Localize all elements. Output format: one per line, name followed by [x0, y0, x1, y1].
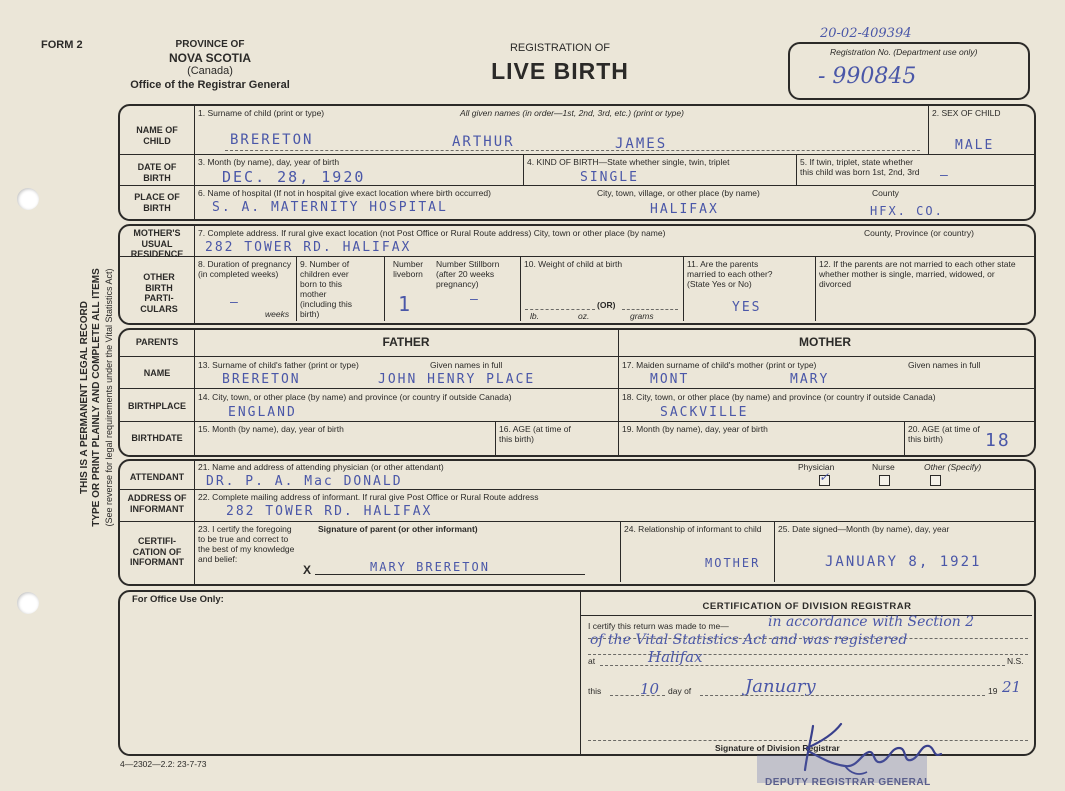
child-sex: MALE — [955, 138, 995, 153]
weight-or: (OR) — [597, 300, 616, 310]
pregnancy-duration: — — [230, 295, 240, 310]
place-of-birth-label: PLACE OF BIRTH — [134, 192, 180, 213]
registration-year: 21 — [1002, 678, 1022, 696]
registrar-signature-label: Signature of Division Registrar — [715, 743, 840, 753]
field-19-label: 19. Month (by name), day, year of birth — [622, 424, 768, 434]
field-9-label: 9. Number of children ever born to this mother (including this birth) — [300, 259, 352, 319]
kind-of-birth: SINGLE — [580, 170, 639, 185]
mother-maiden-surname: MONT — [650, 372, 690, 387]
certify-text: I certify this return was made to me— — [588, 621, 729, 631]
informant-address: 282 TOWER RD. HALIFAX — [226, 504, 433, 519]
deputy-registrar-stamp-text: DEPUTY REGISTRAR GENERAL — [765, 777, 931, 788]
informant-signature: MARY BRERETON — [370, 560, 490, 574]
this-label: this — [588, 686, 602, 696]
certification-of-informant-label: CERTIFI-CATION OF INFORMANT — [130, 536, 184, 567]
field-1b-label: All given names (in order—1st, 2nd, 3rd, etc.) (print or type) — [460, 108, 684, 118]
field-18-label: 18. City, town, or other place (by name) and province (or country if outside Canada) — [622, 392, 936, 402]
date-of-birth-label: DATE OF BIRTH — [137, 162, 177, 183]
name-of-child-label: NAME OF CHILD — [136, 125, 178, 146]
side-text-line3: (See reverse for legal requirements under the Vital Statistics Act) — [104, 268, 114, 527]
field-21-label: 21. Name and address of attending physician (or other attendant) — [198, 462, 444, 472]
field-11-label: 11. Are the parents married to each other? (State Yes or No) — [687, 259, 773, 289]
punch-hole-top — [17, 188, 39, 210]
birth-county: HFX. CO. — [870, 204, 944, 218]
registration-of: REGISTRATION OF — [509, 42, 611, 54]
reg-no-top-handwritten: 20-02-409394 — [820, 26, 912, 41]
nurse-label: Nurse — [872, 462, 895, 472]
liveborn-value: 1 — [398, 292, 413, 316]
field-17-label: 17. Maiden surname of child's mother (print or type) — [622, 360, 817, 370]
year-prefix: 19 — [988, 686, 998, 696]
form-number: FORM 2 — [41, 39, 83, 51]
field-12-label: 12. If the parents are not married to each other state whether mother is single, married, widowed, or divorced — [819, 259, 1016, 289]
field-14-label: 14. City, town, or other place (by name) and province (or country if outside Canada) — [198, 392, 512, 402]
form-code: 4—2302—2.2: 23-7-73 — [120, 759, 207, 769]
parents-married: YES — [732, 300, 762, 315]
weight-grams: grams — [630, 311, 654, 321]
child-surname: BRERETON — [230, 132, 314, 148]
field-6b-label: City, town, village, or other place (by name) — [597, 188, 760, 198]
country-line: (Canada) — [187, 65, 233, 77]
field-16-label: 16. AGE (at time of this birth) — [499, 424, 571, 444]
ns-label: N.S. — [1007, 656, 1024, 666]
field-13-label: 13. Surname of child's father (print or type) — [198, 360, 359, 370]
field-17b-label: Given names in full — [908, 360, 981, 370]
child-given-2: JAMES — [615, 136, 668, 152]
date-signed: JANUARY 8, 1921 — [825, 554, 982, 570]
physician-checkmark: ✓ — [819, 470, 830, 484]
birthplace-label: BIRTHPLACE — [128, 401, 186, 411]
form-title: LIVE BIRTH — [491, 58, 629, 84]
field-22-label: 22. Complete mailing address of informant. If rural give Post Office or Rural Route address — [198, 492, 539, 502]
weight-lb: lb. — [530, 311, 539, 321]
certify-handwriting-2: of the Vital Statistics Act and was registered — [590, 632, 908, 648]
field-5-label: 5. If twin, triplet, state whether this child was born 1st, 2nd, 3rd — [800, 157, 920, 177]
field-25-label: 25. Date signed—Month (by name), day, year — [778, 524, 950, 534]
field-24-label: 24. Relationship of informant to child — [624, 524, 762, 534]
field-4-label: 4. KIND OF BIRTH—State whether single, twin, triplet — [527, 157, 730, 167]
certify-handwriting-1: in accordance with Section 2 — [768, 614, 975, 630]
mothers-residence-label: MOTHER'S USUAL RESIDENCE — [130, 228, 184, 259]
field-23-label: 23. I certify the foregoing to be true and correct to the best of my knowledge and belief: — [198, 524, 295, 564]
side-text-line2: TYPE OR PRINT PLAINLY AND COMPLETE ALL ITEMS — [91, 268, 102, 527]
field-3-label: 3. Month (by name), day, year of birth — [198, 157, 340, 167]
stillborn-label: Number Stillborn (after 20 weeks pregnancy) — [436, 259, 500, 289]
attendant-name: DR. P. A. Mac DONALD — [206, 474, 403, 489]
office-use-label: For Office Use Only: — [132, 594, 224, 605]
field-13b-label: Given names in full — [430, 360, 503, 370]
other-checkbox[interactable] — [930, 475, 941, 486]
informant-relationship: MOTHER — [705, 556, 761, 570]
field-6-label: 6. Name of hospital (If not in hospital give exact location where birth occurred) — [198, 188, 491, 198]
child-dob: DEC. 28, 1920 — [222, 168, 366, 186]
reg-no-value: - 990845 — [818, 64, 917, 89]
punch-hole-bottom — [17, 592, 39, 614]
liveborn-label: Number liveborn — [392, 259, 424, 279]
office-line: Office of the Registrar General — [130, 79, 290, 91]
address-of-informant-label: ADDRESS OF INFORMANT — [127, 493, 187, 514]
field-8-label: 8. Duration of pregnancy (in completed weeks) — [198, 259, 292, 279]
other-birth-particulars-label: OTHER BIRTH PARTI-CULARS — [140, 272, 178, 314]
side-text — [79, 225, 115, 570]
field-20-label: 20. AGE (at time of this birth) — [908, 424, 980, 444]
parents-label: PARENTS — [135, 337, 179, 347]
father-surname: BRERETON — [222, 372, 301, 387]
at-label: at — [588, 656, 596, 666]
mother-heading: MOTHER — [799, 335, 851, 349]
registration-place: Halifax — [648, 648, 703, 666]
mother-birthplace: SACKVILLE — [660, 405, 749, 420]
field-7b-label: County, Province (or country) — [864, 228, 974, 238]
day-of-label: day of — [668, 686, 692, 696]
field-1-label: 1. Surname of child (print or type) — [198, 108, 325, 118]
birthdate-label: BIRTHDATE — [131, 433, 183, 443]
signature-parent-label: Signature of parent (or other informant) — [318, 524, 478, 534]
other-label: Other (Specify) — [924, 462, 982, 472]
parents-name-label: NAME — [143, 368, 171, 378]
stillborn-value: — — [470, 292, 480, 307]
signature-x: X — [303, 563, 312, 577]
province-name: NOVA SCOTIA — [168, 51, 251, 65]
mother-given-names: MARY — [790, 372, 830, 387]
division-registrar-title: CERTIFICATION OF DIVISION REGISTRAR — [702, 601, 912, 612]
weight-oz: oz. — [578, 311, 590, 321]
mother-residence-address: 282 TOWER RD. HALIFAX — [205, 240, 412, 255]
father-birthplace: ENGLAND — [228, 405, 297, 420]
province-block — [120, 38, 300, 92]
field-7-label: 7. Complete address. If rural give exact location (not Post Office or Rural Route address) City, town or other place (by name) — [198, 228, 666, 238]
field-10-label: 10. Weight of child at birth — [524, 259, 623, 269]
field-2-label: 2. SEX OF CHILD — [932, 108, 1001, 118]
field-6c-label: County — [872, 188, 899, 198]
nurse-checkbox[interactable] — [879, 475, 890, 486]
birth-city: HALIFAX — [650, 202, 719, 217]
weeks-label: weeks — [265, 309, 290, 319]
father-heading: FATHER — [382, 335, 430, 349]
physician-label: Physician — [798, 462, 835, 472]
field-15-label: 15. Month (by name), day, year of birth — [198, 424, 344, 434]
registration-day: 10 — [640, 680, 660, 698]
child-given-1: ARTHUR — [452, 134, 515, 150]
twin-order: — — [940, 168, 950, 183]
province-line: PROVINCE OF — [175, 39, 245, 50]
side-text-line1: THIS IS A PERMANENT LEGAL RECORD — [79, 301, 90, 494]
reg-no-label: Registration No. (Department use only) — [830, 47, 978, 57]
attendant-label: ATTENDANT — [129, 472, 185, 482]
registration-month: January — [745, 676, 816, 697]
hospital-name: S. A. MATERNITY HOSPITAL — [212, 200, 448, 215]
mother-age: 18 — [985, 430, 1011, 451]
father-given-names: JOHN HENRY PLACE — [378, 372, 536, 387]
